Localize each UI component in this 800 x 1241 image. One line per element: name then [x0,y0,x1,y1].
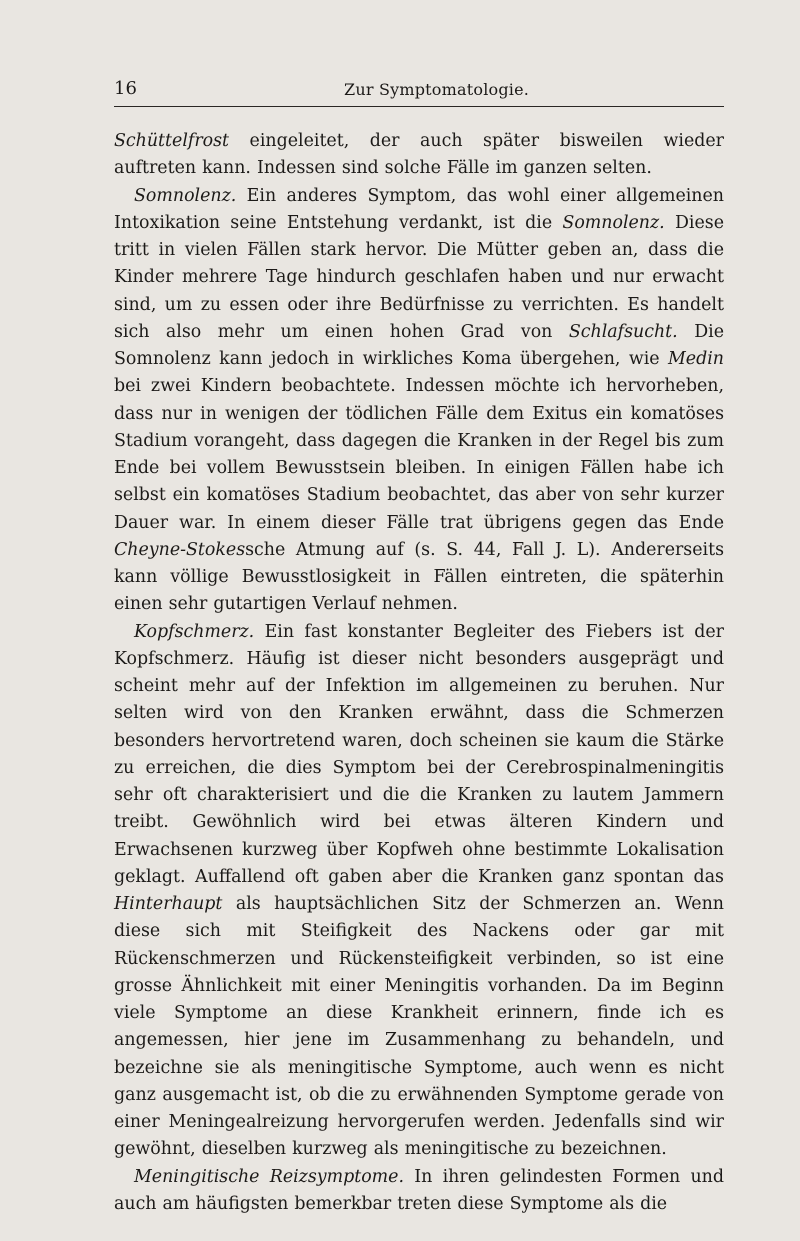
italic-text: Kopfschmerz. [134,621,255,642]
body-text [114,128,724,1218]
text-run: In ihren gelindesten Formen und auch am häufigsten bemerkbar treten diese Symptome als die [114,1166,724,1214]
paragraph [114,128,724,183]
paragraph [114,183,724,619]
paragraph [114,1164,724,1219]
text-run: sche Atmung auf (s. S. 44, Fall J. L). Andererseits kann völlige Bewusstlosigkeit in Fällen eintreten, die späterhin einen sehr gutartigen Verlauf nehmen. [114,539,724,615]
italic-text: Somnolenz. [562,212,665,233]
italic-text: Medin [668,349,724,369]
italic-text: Hinterhaupt [114,894,223,914]
text-run: eingeleitet, der auch später bisweilen wieder auftreten kann. Indessen sind solche Fälle im ganzen selten. [114,131,724,179]
text-run: bei zwei Kindern beobachtete. Indessen möchte ich hervorheben, dass nur in wenigen der tödlichen Fälle dem Exitus ein komatöses Stadium vorangeht, dass dagegen die Kranken in der Regel bis zum Ende bei vollem Bewusstsein bleiben. In einigen Fällen habe ich selbst ein komatöses Stadium beobachtet, das aber von sehr kurzer Dauer war. In einem dieser Fälle trat übrigens gegen das Ende [114,376,724,533]
paragraph [114,619,724,1164]
italic-text: Somnolenz. [134,185,237,206]
italic-text: Schüttelfrost [114,131,230,151]
page-number: 16 [114,78,137,99]
text-run: Ein fast konstanter Begleiter des Fiebers ist der Kopfschmerz. Häufig ist dieser nicht besonders ausgeprägt und scheint mehr auf der Infektion im allgemeinen zu beruhen. Nur selten wird von den Kranken erwähnt, dass die Schmerzen besonders hervortretend waren, doch scheinen sie kaum die Stärke zu erreichen, die dies Symptom bei der Cerebrospinalmeningitis sehr oft charakterisiert und die die Kranken zu lautem Jammern treibt. Gewöhnlich wird bei etwas älteren Kindern und Erwachsenen kurzweg über Kopfweh ohne bestimmte Lokalisation geklagt. Auffallend oft gaben aber die Kranken ganz spontan das [114,621,724,887]
text-run: Ein anderes Symptom, das wohl einer allgemeinen Intoxikation seine Entstehung verdankt, ist die [114,185,724,233]
text-run: Diese tritt in vielen Fällen stark hervor. Die Mütter geben an, dass die Kinder mehrere Tage hindurch geschlafen haben und nur erwacht sind, um zu essen oder ihre Bedürfnisse zu verrichten. Es handelt sich also mehr um einen hohen Grad von [114,212,724,342]
italic-text: Cheyne-Stokes [114,539,246,560]
running-head: Zur Symptomatologie. [344,80,530,99]
text-run: als hauptsächlichen Sitz der Schmerzen an. Wenn diese sich mit Steifigkeit des Nackens oder gar mit Rückenschmerzen und Rückensteifigkeit verbinden, so ist eine grosse Ähnlichkeit mit einer Meningitis vorhanden. Da im Beginn viele Symptome an diese Krankheit erinnern, finde ich es angemessen, hier jene im Zusammenhang zu behandeln, und bezeichne sie als meningitische Symptome, auch wenn es nicht ganz ausgemacht ist, ob die zu erwähnenden Symptome gerade von einer Meningealreizung hervorgerufen werden. Jedenfalls sind wir gewöhnt, dieselben kurzweg als meningitische zu bezeichnen. [114,894,724,1160]
italic-text: Schlafsucht. [568,321,678,342]
text-run: Die Somnolenz kann jedoch in wirkliches Koma übergehen, wie [114,321,725,369]
page-header [114,78,724,107]
italic-text: Meningitische Reizsymptome. [134,1166,404,1187]
